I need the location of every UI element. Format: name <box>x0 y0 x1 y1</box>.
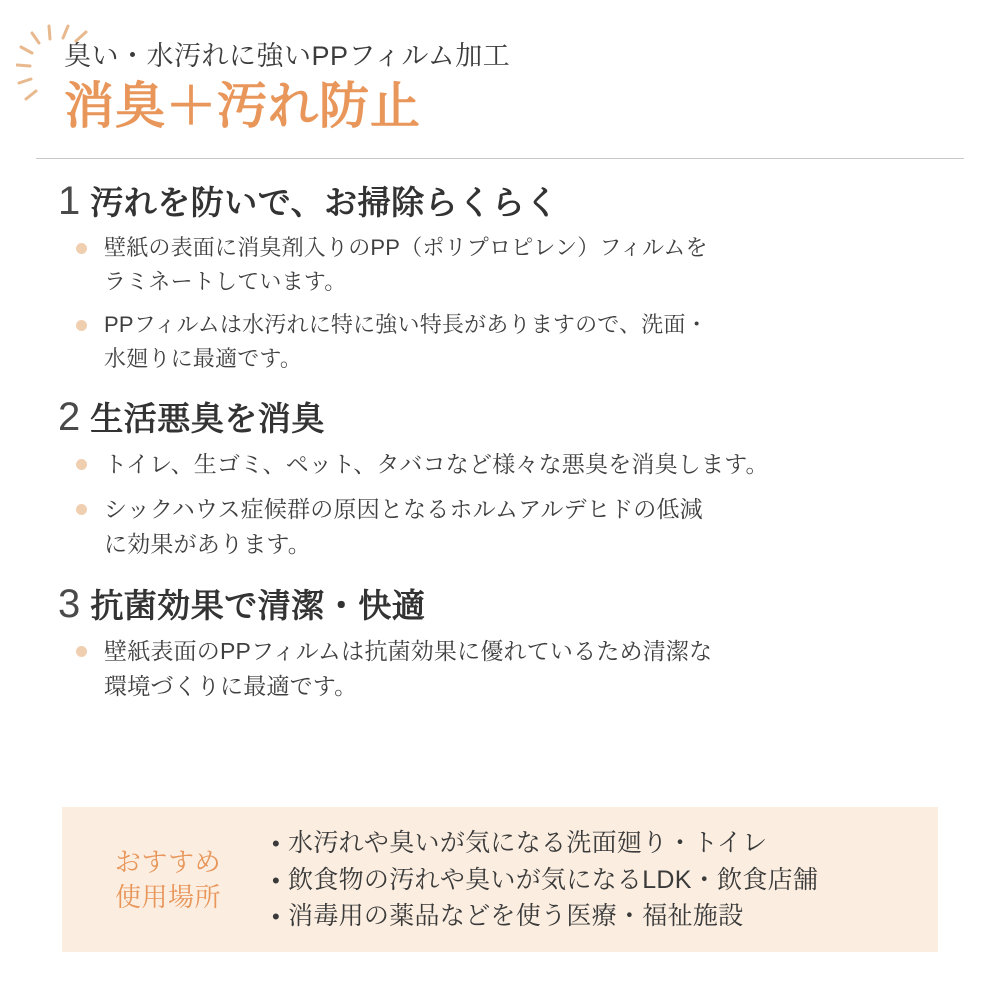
section-3-heading <box>58 582 964 627</box>
page-title: 消臭＋汚れ防止 <box>64 78 421 135</box>
recommended-label-line-1: おすすめ <box>114 846 222 877</box>
recommended-use-label <box>78 845 258 915</box>
bullet-glyph-icon: • <box>272 867 281 893</box>
section-2-heading <box>58 394 964 439</box>
sunburst-icon <box>16 24 96 120</box>
recommended-item-text: 飲食物の汚れや臭いが気になるLDK・飲食店舗 <box>288 865 819 894</box>
recommended-use-list <box>258 825 916 934</box>
header-divider <box>36 158 964 159</box>
section-1 <box>36 178 964 375</box>
section-1-title: 汚れを防いで、お掃除らくらく <box>90 183 559 221</box>
list-item <box>76 634 964 704</box>
list-item <box>76 231 964 298</box>
section-2-bullets <box>36 447 964 562</box>
recommended-use-box <box>62 807 938 952</box>
recommended-item-text: 水汚れや臭いが気になる洗面廻り・トイレ <box>288 829 768 858</box>
section-3 <box>36 584 964 704</box>
bullet-glyph-icon: • <box>272 831 281 857</box>
header <box>0 0 1000 159</box>
content <box>0 178 1000 704</box>
section-2-title: 生活悪臭を消臭 <box>90 399 325 437</box>
bullet-dot-icon <box>76 459 87 470</box>
section-2 <box>36 394 964 562</box>
list-item <box>272 825 916 861</box>
bullet-line: ラミネートしています。 <box>104 268 347 294</box>
section-1-number: 1 <box>58 178 81 223</box>
bullet-line: 壁紙の表面に消臭剤入りのPP（ポリプロピレン）フィルムを <box>104 235 708 261</box>
bullet-line: PPフィルムは水汚れに特に強い特長がありますので、洗面・ <box>104 312 708 338</box>
section-3-number: 3 <box>58 582 81 627</box>
section-1-heading <box>58 178 964 223</box>
section-2-number: 2 <box>58 394 81 439</box>
bullet-dot-icon <box>76 243 87 254</box>
bullet-glyph-icon: • <box>272 903 281 929</box>
bullet-dot-icon <box>76 504 87 515</box>
section-3-title: 抗菌効果で清潔・快適 <box>90 587 426 625</box>
section-3-bullets <box>36 634 964 704</box>
eyebrow-text: 臭い・水汚れに強いPPフィルム加工 <box>64 41 511 71</box>
list-item <box>76 492 964 562</box>
header-text <box>64 40 1000 136</box>
list-item <box>76 447 964 482</box>
bullet-dot-icon <box>76 646 87 657</box>
bullet-line: 壁紙表面のPPフィルムは抗菌効果に優れているため清潔な <box>104 638 713 665</box>
recommended-label-line-2: 使用場所 <box>114 881 221 912</box>
list-item <box>272 862 916 898</box>
bullet-dot-icon <box>76 320 87 331</box>
recommended-item-text: 消毒用の薬品などを使う医療・福祉施設 <box>288 901 744 930</box>
list-item <box>76 308 964 375</box>
bullet-line: に効果があります。 <box>104 531 311 558</box>
bullet-line: トイレ、生ゴミ、ペット、タバコなど様々な悪臭を消臭します。 <box>104 451 769 478</box>
bullet-line: 環境づくりに最適です。 <box>104 673 358 700</box>
section-1-bullets <box>36 231 964 375</box>
bullet-line: 水廻りに最適です。 <box>104 345 303 371</box>
list-item <box>272 898 916 934</box>
bullet-line: シックハウス症候群の原因となるホルムアルデヒドの低減 <box>104 496 703 523</box>
